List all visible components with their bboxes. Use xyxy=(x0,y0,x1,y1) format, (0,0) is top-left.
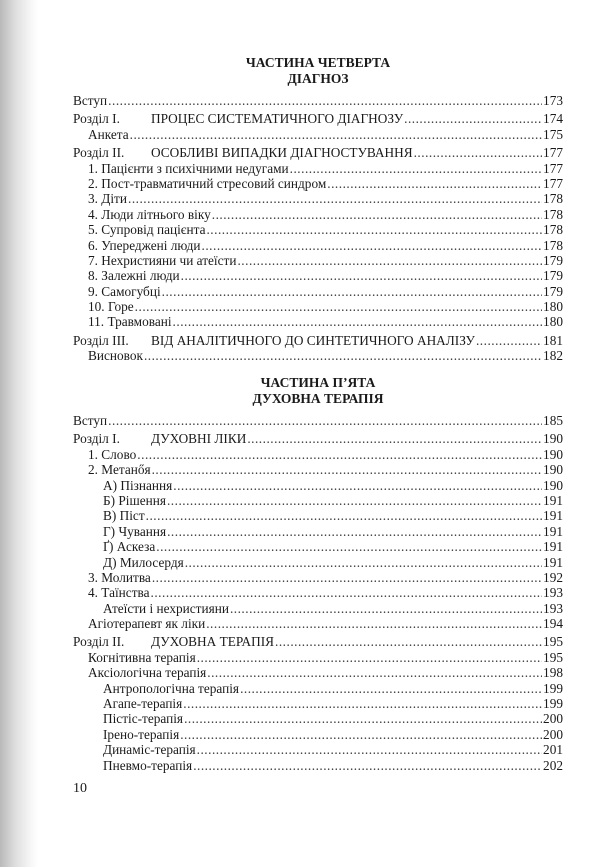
part-title: ЧАСТИНА П’ЯТА xyxy=(260,375,376,390)
entry-page-number: 179 xyxy=(543,268,563,284)
dot-leader xyxy=(130,127,542,142)
dot-leader xyxy=(185,555,542,570)
toc-entry[interactable] xyxy=(73,585,563,600)
entry-title-wrap xyxy=(103,681,239,696)
entry-title: Аксіологічна терапія xyxy=(88,665,207,681)
entry-title: В) Піст xyxy=(103,508,145,524)
entry-title: 9. Самогубці xyxy=(88,283,161,299)
dot-leader xyxy=(207,665,542,680)
toc-entry[interactable] xyxy=(73,299,563,314)
entry-page-number: 191 xyxy=(543,539,563,555)
dot-leader xyxy=(202,238,543,253)
entry-title: Вступ xyxy=(73,93,108,108)
entry-title: 3. Молитва xyxy=(88,569,151,585)
entry-title-wrap xyxy=(103,696,182,711)
toc-entry[interactable] xyxy=(73,493,563,508)
toc-part-five xyxy=(73,375,563,773)
entry-title: 5. Супровід пацієнта xyxy=(88,222,206,238)
entry-page-number: 179 xyxy=(543,283,563,299)
toc-entry[interactable] xyxy=(73,413,563,428)
toc-section-entry[interactable] xyxy=(73,431,563,446)
entry-title: 11. Травмовані xyxy=(88,314,172,330)
toc-entry[interactable] xyxy=(73,127,563,142)
part-title: ЧАСТИНА ЧЕТВЕРТА xyxy=(245,55,391,70)
entry-page-number: 178 xyxy=(543,237,563,253)
toc-entry[interactable] xyxy=(73,268,563,283)
entry-page-number: 178 xyxy=(543,206,563,222)
entry-page-number: 190 xyxy=(543,446,563,462)
entry-title-wrap xyxy=(73,431,246,446)
entry-page-number: 191 xyxy=(543,492,563,508)
dot-leader xyxy=(230,601,542,616)
entry-page-number: 180 xyxy=(543,299,563,315)
entry-title: 2. Пост-травматичний стресовий синдром xyxy=(88,175,327,191)
entry-page-number: 182 xyxy=(543,348,563,364)
entry-page-number: 190 xyxy=(543,462,563,478)
dot-leader xyxy=(240,681,542,696)
entry-title-wrap xyxy=(103,742,196,757)
entry-title: Атеїсти і нехристияни xyxy=(103,600,229,616)
entry-page-number: 190 xyxy=(543,431,563,447)
toc-entry[interactable] xyxy=(73,161,563,176)
dot-leader xyxy=(146,508,542,523)
toc-entry[interactable] xyxy=(73,570,563,585)
toc-entry[interactable] xyxy=(73,207,563,222)
entry-title: Пістіс-терапія xyxy=(103,711,184,727)
entry-title: Вступ xyxy=(73,413,108,428)
entry-title-wrap xyxy=(103,601,229,616)
dot-leader xyxy=(173,478,542,493)
entry-title: 7. Нехристияни чи атеїсти xyxy=(88,252,237,268)
toc-entry[interactable] xyxy=(73,727,563,742)
dot-leader xyxy=(135,299,542,314)
entry-title-wrap xyxy=(88,207,211,222)
entry-title-wrap xyxy=(88,238,201,253)
dot-leader xyxy=(173,314,543,329)
dot-leader xyxy=(137,447,542,462)
dot-leader xyxy=(275,634,542,649)
entry-title-wrap xyxy=(73,93,107,108)
entry-page-number: 192 xyxy=(543,569,563,585)
entry-page-number: 175 xyxy=(543,126,563,142)
entry-title-wrap xyxy=(103,508,145,523)
dot-leader xyxy=(184,711,542,726)
toc-entry[interactable] xyxy=(73,176,563,191)
entry-title-wrap xyxy=(88,253,236,268)
entry-title-wrap xyxy=(103,758,192,773)
entry-title: 1. Слово xyxy=(88,446,137,462)
entry-title: 2. Метанőя xyxy=(88,462,151,478)
toc-part-four xyxy=(73,55,563,364)
entry-page-number: 181 xyxy=(543,332,563,348)
entry-page-number: 202 xyxy=(543,757,563,773)
dot-leader xyxy=(108,413,542,428)
part-subtitle: ДІАГНОЗ xyxy=(287,70,349,86)
toc-entry[interactable] xyxy=(73,742,563,757)
part-subtitle: ДУХОВНА ТЕРАПІЯ xyxy=(252,390,384,406)
dot-leader xyxy=(197,650,542,665)
entry-title-wrap xyxy=(88,284,161,299)
toc-entry[interactable] xyxy=(73,508,563,523)
entry-title: Д) Милосердя xyxy=(103,554,184,570)
toc-entry[interactable] xyxy=(73,616,563,631)
dot-leader xyxy=(404,111,542,126)
dot-leader xyxy=(181,268,542,283)
entry-page-number: 191 xyxy=(543,508,563,524)
entry-title: 3. Діти xyxy=(88,191,127,207)
entry-page-number: 178 xyxy=(543,222,563,238)
entry-title-wrap xyxy=(88,268,180,283)
section-number: Розділ I. xyxy=(73,111,120,127)
toc-entry[interactable] xyxy=(73,191,563,206)
dot-leader xyxy=(476,333,542,348)
dot-leader xyxy=(327,176,542,191)
entry-title: 6. Упереджені люди xyxy=(88,237,201,253)
toc-section-entry[interactable] xyxy=(73,145,563,160)
toc-entry[interactable] xyxy=(73,314,563,329)
toc-entry[interactable] xyxy=(73,238,563,253)
dot-leader xyxy=(206,222,542,237)
entry-title-wrap xyxy=(73,111,403,126)
entry-page-number: 194 xyxy=(543,616,563,632)
dot-leader xyxy=(152,570,542,585)
entry-title-wrap xyxy=(103,524,166,539)
toc-entry[interactable] xyxy=(73,447,563,462)
entry-page-number: 198 xyxy=(543,665,563,681)
entry-page-number: 193 xyxy=(543,585,563,601)
entry-page-number: 190 xyxy=(543,477,563,493)
toc-entry[interactable] xyxy=(73,348,563,363)
entry-page-number: 177 xyxy=(543,160,563,176)
entry-title-wrap xyxy=(88,570,151,585)
dot-leader xyxy=(180,727,542,742)
dot-leader xyxy=(290,161,542,176)
dot-leader xyxy=(414,145,542,160)
entry-title-wrap xyxy=(88,650,196,665)
toc-entry[interactable] xyxy=(73,555,563,570)
dot-leader xyxy=(156,539,542,554)
dot-leader xyxy=(128,191,542,206)
entry-title: ПРОЦЕС СИСТЕМАТИЧНОГО ДІАГНОЗУ xyxy=(151,111,404,127)
toc-entry[interactable] xyxy=(73,711,563,726)
entry-page-number: 199 xyxy=(543,696,563,712)
entry-title: Агапе-терапія xyxy=(103,696,183,712)
entry-title: Антропологічна терапія xyxy=(103,680,240,696)
entry-title-wrap xyxy=(73,333,475,348)
entry-title-wrap xyxy=(88,616,205,631)
entry-title: 1. Пацієнти з психічними недугами xyxy=(88,160,289,176)
section-number: Розділ II. xyxy=(73,145,125,161)
entry-page-number: 191 xyxy=(543,554,563,570)
dot-leader xyxy=(206,616,542,631)
toc-section-entry[interactable] xyxy=(73,111,563,126)
entry-title-wrap xyxy=(88,447,136,462)
entry-page-number: 199 xyxy=(543,680,563,696)
entry-page-number: 200 xyxy=(543,711,563,727)
dot-leader xyxy=(151,585,543,600)
entry-title: ДУХОВНА ТЕРАПІЯ xyxy=(151,634,275,650)
entry-title: Анкета xyxy=(88,126,129,142)
toc-entry[interactable] xyxy=(73,284,563,299)
entry-page-number: 178 xyxy=(543,191,563,207)
entry-title: Динаміс-терапія xyxy=(103,742,196,758)
entry-title-wrap xyxy=(103,539,155,554)
section-number: Розділ III. xyxy=(73,332,129,348)
entry-page-number: 179 xyxy=(543,252,563,268)
entry-title-wrap xyxy=(73,413,107,428)
entry-title: 4. Люди літнього віку xyxy=(88,206,211,222)
entry-title: Г) Чування xyxy=(103,523,167,539)
entry-title: Пневмо-терапія xyxy=(103,757,193,773)
dot-leader xyxy=(152,462,542,477)
toc-entry[interactable] xyxy=(73,650,563,665)
entry-title: 10. Горе xyxy=(88,299,134,315)
toc-entry[interactable] xyxy=(73,222,563,237)
dot-leader xyxy=(108,93,542,108)
entry-title-wrap xyxy=(88,314,172,329)
entry-title-wrap xyxy=(73,145,413,160)
toc-entry[interactable] xyxy=(73,665,563,680)
entry-title-wrap xyxy=(88,176,326,191)
entry-title: Агіотерапевт як ліки xyxy=(88,616,206,632)
toc-entry[interactable] xyxy=(73,696,563,711)
entry-page-number: 200 xyxy=(543,726,563,742)
section-number: Розділ I. xyxy=(73,431,120,447)
dot-leader xyxy=(144,348,542,363)
entry-title: ОСОБЛИВІ ВИПАДКИ ДІАГНОСТУВАННЯ xyxy=(151,145,413,161)
section-number: Розділ II. xyxy=(73,634,125,650)
entry-title: Ґ) Аскеза xyxy=(103,539,156,555)
entry-page-number: 191 xyxy=(543,523,563,539)
entry-page-number: 195 xyxy=(543,634,563,650)
entry-page-number: 174 xyxy=(543,111,563,127)
entry-title-wrap xyxy=(88,191,127,206)
toc-entry[interactable] xyxy=(73,524,563,539)
entry-title: 4. Таїнства xyxy=(88,585,150,601)
entry-title-wrap xyxy=(88,222,205,237)
dot-leader xyxy=(247,431,542,446)
entry-title-wrap xyxy=(88,348,143,363)
entry-title: А) Пізнання xyxy=(103,477,173,493)
dot-leader xyxy=(183,696,542,711)
dot-leader xyxy=(212,207,542,222)
entry-title: ДУХОВНІ ЛІКИ xyxy=(151,431,247,447)
toc-entry[interactable] xyxy=(73,681,563,696)
entry-title-wrap xyxy=(88,462,151,477)
dot-leader xyxy=(162,284,542,299)
entry-page-number: 185 xyxy=(543,413,563,428)
toc-entry[interactable] xyxy=(73,601,563,616)
dot-leader xyxy=(193,758,542,773)
dot-leader xyxy=(197,742,542,757)
entry-title: Ірено-терапія xyxy=(103,726,180,742)
dot-leader xyxy=(237,253,542,268)
entry-title: 8. Залежні люди xyxy=(88,268,180,284)
entry-title-wrap xyxy=(103,711,183,726)
toc-entry[interactable] xyxy=(73,253,563,268)
entry-page-number: 177 xyxy=(543,175,563,191)
entry-title-wrap xyxy=(88,665,206,680)
entry-page-number: 193 xyxy=(543,600,563,616)
page-edge-shadow xyxy=(0,0,38,867)
entry-title-wrap xyxy=(88,161,289,176)
entry-title-wrap xyxy=(103,478,172,493)
entry-title: ВІД АНАЛІТИЧНОГО ДО СИНТЕТИЧНОГО АНАЛІЗУ xyxy=(151,332,475,348)
toc-entry[interactable] xyxy=(73,539,563,554)
entry-title-wrap xyxy=(88,127,129,142)
entry-page-number: 177 xyxy=(543,145,563,161)
entry-title-wrap xyxy=(88,299,134,314)
toc-entry[interactable] xyxy=(73,93,563,108)
entry-page-number: 201 xyxy=(543,742,563,758)
dot-leader xyxy=(167,524,542,539)
entry-title-wrap xyxy=(73,634,274,649)
toc-section-entry[interactable] xyxy=(73,333,563,348)
entry-title: Когнітивна терапія xyxy=(88,649,196,665)
entry-title: Висновок xyxy=(88,348,143,364)
entry-title-wrap xyxy=(88,585,150,600)
toc-entry[interactable] xyxy=(73,462,563,477)
entry-title-wrap xyxy=(103,493,166,508)
page-number: 10 xyxy=(73,781,87,796)
toc-section-entry[interactable] xyxy=(73,634,563,649)
entry-title: Б) Рішення xyxy=(103,492,166,508)
entry-page-number: 173 xyxy=(543,93,563,108)
entry-page-number: 180 xyxy=(543,314,563,330)
dot-leader xyxy=(167,493,542,508)
entry-title-wrap xyxy=(103,727,179,742)
entry-page-number: 195 xyxy=(543,649,563,665)
toc-entry[interactable] xyxy=(73,478,563,493)
entry-title-wrap xyxy=(103,555,184,570)
toc-entry[interactable] xyxy=(73,758,563,773)
